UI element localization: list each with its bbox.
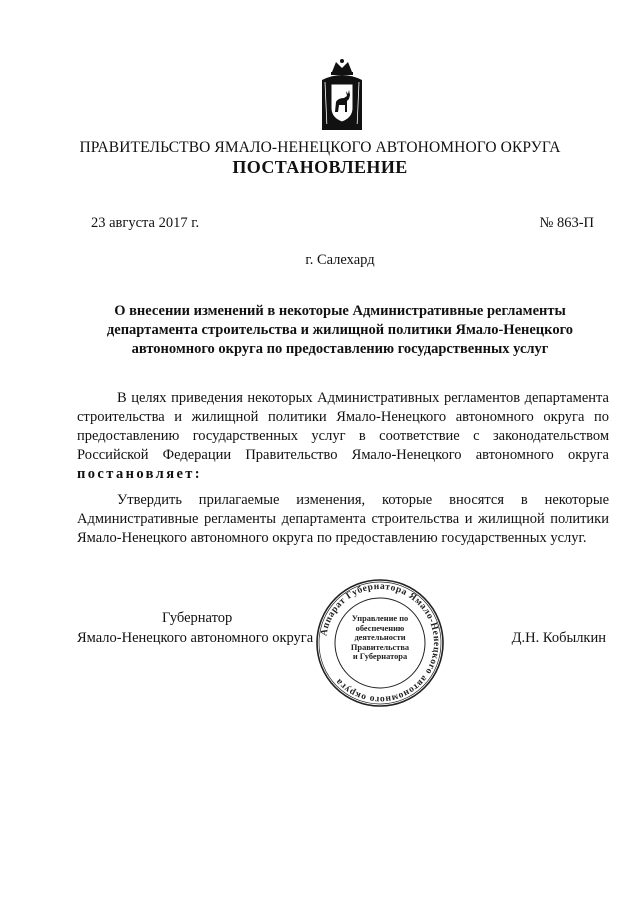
- stamp-line: деятельности: [354, 633, 406, 643]
- document-date: 23 августа 2017 г.: [91, 215, 200, 231]
- signatory-name: Д.Н. Кобылкин: [511, 630, 606, 646]
- signatory-title: Губернатор: [162, 610, 233, 626]
- stamp-ring-text: Аппарат Губернатора Ямало-Ненецкого автономного округа: [319, 581, 442, 705]
- document-subject: О внесении изменений в некоторые Административные регламенты департамента строительства и жилищной политики Ямало-Ненецкого автономного округа по предоставлению государственных услуг: [106, 303, 574, 357]
- preamble-paragraph: [77, 389, 609, 484]
- coat-of-arms-icon: [318, 58, 366, 134]
- stamp-line: и Губернатора: [352, 652, 408, 662]
- decision-keyword: постановляет:: [77, 466, 203, 482]
- signatory-organization: Ямало-Ненецкого автономного округа: [77, 630, 314, 646]
- document-city: г. Салехард: [305, 252, 375, 268]
- preamble-text: В целях приведения некоторых Административных регламентов департамента строительства и жилищной политики Ямало-Ненецкого автономного округа по предоставлению государственных услуг в соответствие с законодательством Российской Федерации Правительство Ямало-Ненецкого автономного округа: [77, 390, 609, 463]
- stamp-line: Правительства: [350, 642, 410, 652]
- document-number: № 863-П: [539, 215, 594, 231]
- document-type: ПОСТАНОВЛЕНИЕ: [232, 157, 408, 177]
- stamp-line: Управление по: [351, 614, 409, 623]
- stamp-line: обеспечению: [355, 623, 405, 633]
- stamp-inner-text: [335, 614, 425, 662]
- decision-paragraph: Утвердить прилагаемые изменения, которые вносятся в некоторые Административные регламенты департамента строительства и жилищной политики Ямало-Ненецкого автономного округа по предоставлению государственных услуг.: [77, 492, 609, 546]
- government-name: ПРАВИТЕЛЬСТВО ЯМАЛО-НЕНЕЦКОГО АВТОНОМНОГО ОКРУГА: [79, 139, 561, 156]
